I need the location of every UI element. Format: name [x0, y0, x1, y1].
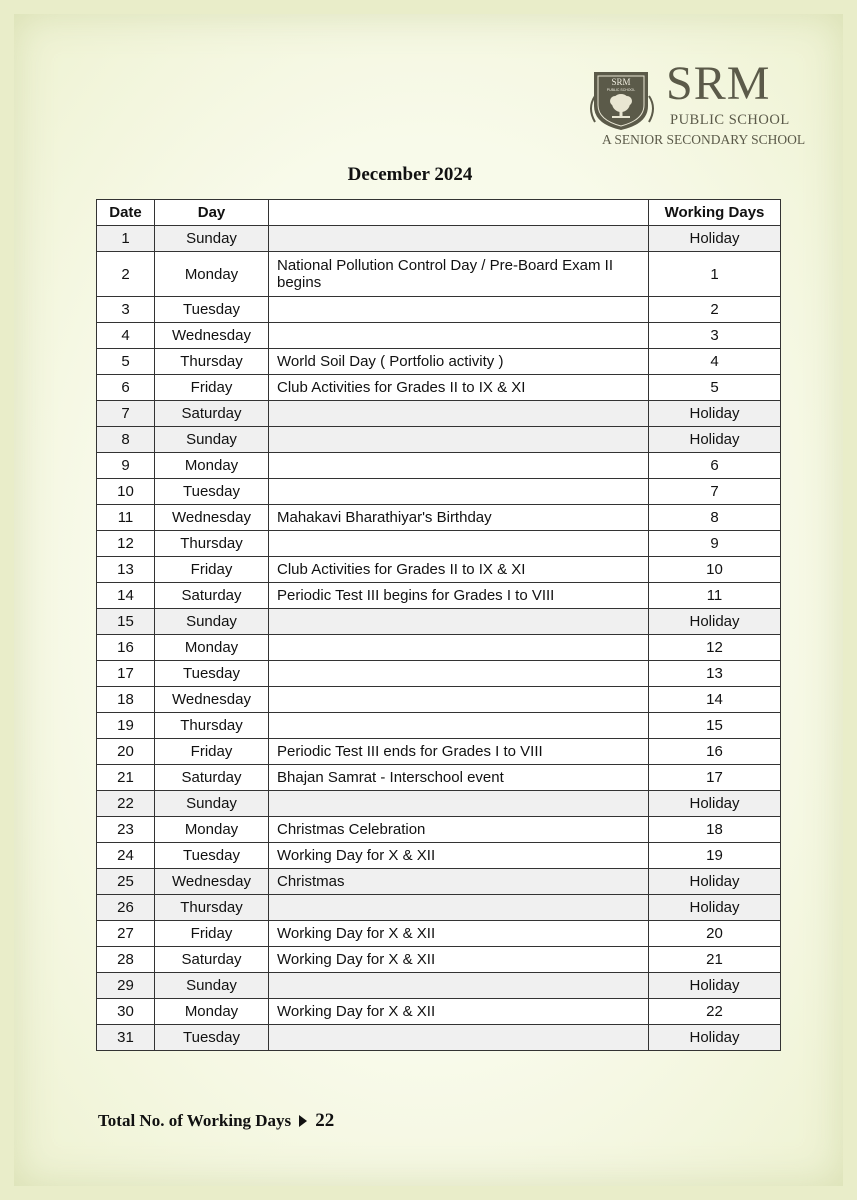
working-days-cell: Holiday	[649, 791, 781, 817]
day-cell: Sunday	[155, 226, 269, 252]
working-days-cell: 21	[649, 947, 781, 973]
date-cell: 13	[97, 557, 155, 583]
header-event	[269, 200, 649, 226]
event-cell	[269, 479, 649, 505]
working-days-cell: 11	[649, 583, 781, 609]
day-cell: Wednesday	[155, 505, 269, 531]
day-cell: Monday	[155, 999, 269, 1025]
day-cell: Sunday	[155, 791, 269, 817]
day-cell: Tuesday	[155, 297, 269, 323]
event-cell: Working Day for X & XII	[269, 999, 649, 1025]
calendar-page	[14, 14, 843, 1186]
date-cell: 18	[97, 687, 155, 713]
event-cell	[269, 713, 649, 739]
total-value: 22	[315, 1110, 335, 1131]
date-cell: 22	[97, 791, 155, 817]
table-row	[97, 375, 781, 401]
table-row	[97, 999, 781, 1025]
table-row	[97, 505, 781, 531]
table-row	[97, 895, 781, 921]
date-cell: 28	[97, 947, 155, 973]
event-cell: Mahakavi Bharathiyar's Birthday	[269, 505, 649, 531]
event-cell	[269, 791, 649, 817]
day-cell: Monday	[155, 635, 269, 661]
laurel-left-icon	[586, 94, 596, 124]
working-days-cell: 5	[649, 375, 781, 401]
event-cell: National Pollution Control Day / Pre-Board Exam II begins	[269, 252, 649, 297]
event-cell	[269, 297, 649, 323]
date-cell: 23	[97, 817, 155, 843]
table-row	[97, 453, 781, 479]
event-cell: Christmas	[269, 869, 649, 895]
header-working-days: Working Days	[649, 200, 781, 226]
event-cell: Club Activities for Grades II to IX & XI	[269, 375, 649, 401]
arrow-right-icon	[299, 1115, 307, 1127]
table-row	[97, 765, 781, 791]
working-days-cell: 8	[649, 505, 781, 531]
event-cell	[269, 323, 649, 349]
date-cell: 20	[97, 739, 155, 765]
date-cell: 6	[97, 375, 155, 401]
day-cell: Sunday	[155, 427, 269, 453]
day-cell: Friday	[155, 557, 269, 583]
table-row	[97, 252, 781, 297]
working-days-cell: Holiday	[649, 1025, 781, 1051]
date-cell: 15	[97, 609, 155, 635]
school-logo	[586, 54, 816, 154]
event-cell: Working Day for X & XII	[269, 921, 649, 947]
table-row	[97, 687, 781, 713]
table-row	[97, 973, 781, 999]
day-cell: Thursday	[155, 531, 269, 557]
working-days-cell: Holiday	[649, 895, 781, 921]
working-days-cell: Holiday	[649, 427, 781, 453]
table-row	[97, 609, 781, 635]
school-tagline: A SENIOR SECONDARY SCHOOL	[602, 132, 806, 147]
day-cell: Monday	[155, 817, 269, 843]
table-row	[97, 635, 781, 661]
event-cell	[269, 895, 649, 921]
date-cell: 5	[97, 349, 155, 375]
date-cell: 10	[97, 479, 155, 505]
working-days-cell: 7	[649, 479, 781, 505]
table-row	[97, 713, 781, 739]
working-days-cell: 16	[649, 739, 781, 765]
day-cell: Tuesday	[155, 843, 269, 869]
table-row	[97, 1025, 781, 1051]
date-cell: 7	[97, 401, 155, 427]
day-cell: Wednesday	[155, 687, 269, 713]
date-cell: 11	[97, 505, 155, 531]
event-cell: Club Activities for Grades II to IX & XI	[269, 557, 649, 583]
event-cell: World Soil Day ( Portfolio activity )	[269, 349, 649, 375]
date-cell: 30	[97, 999, 155, 1025]
table-header-row	[97, 200, 781, 226]
header-day: Day	[155, 200, 269, 226]
date-cell: 2	[97, 252, 155, 297]
table-row	[97, 427, 781, 453]
day-cell: Monday	[155, 453, 269, 479]
date-cell: 26	[97, 895, 155, 921]
event-cell	[269, 427, 649, 453]
date-cell: 19	[97, 713, 155, 739]
day-cell: Saturday	[155, 583, 269, 609]
day-cell: Friday	[155, 739, 269, 765]
working-days-cell: Holiday	[649, 401, 781, 427]
table-row	[97, 226, 781, 252]
working-days-cell: Holiday	[649, 226, 781, 252]
day-cell: Saturday	[155, 765, 269, 791]
working-days-cell: Holiday	[649, 869, 781, 895]
day-cell: Friday	[155, 921, 269, 947]
day-cell: Thursday	[155, 713, 269, 739]
total-label: Total No. of Working Days	[98, 1111, 292, 1130]
day-cell: Monday	[155, 252, 269, 297]
event-cell	[269, 973, 649, 999]
working-days-cell: Holiday	[649, 973, 781, 999]
working-days-cell: 9	[649, 531, 781, 557]
working-days-cell: Holiday	[649, 609, 781, 635]
working-days-cell: 15	[649, 713, 781, 739]
event-cell: Periodic Test III ends for Grades I to VIII	[269, 739, 649, 765]
table-row	[97, 947, 781, 973]
calendar-table	[96, 199, 781, 1051]
date-cell: 9	[97, 453, 155, 479]
working-days-cell: 3	[649, 323, 781, 349]
day-cell: Saturday	[155, 401, 269, 427]
event-cell: Working Day for X & XII	[269, 947, 649, 973]
event-cell: Bhajan Samrat - Interschool event	[269, 765, 649, 791]
day-cell: Tuesday	[155, 1025, 269, 1051]
table-row	[97, 323, 781, 349]
table-row	[97, 921, 781, 947]
event-cell	[269, 609, 649, 635]
working-days-cell: 12	[649, 635, 781, 661]
event-cell: Periodic Test III begins for Grades I to VIII	[269, 583, 649, 609]
table-row	[97, 349, 781, 375]
event-cell	[269, 453, 649, 479]
day-cell: Sunday	[155, 973, 269, 999]
working-days-cell: 19	[649, 843, 781, 869]
date-cell: 12	[97, 531, 155, 557]
day-cell: Tuesday	[155, 661, 269, 687]
date-cell: 29	[97, 973, 155, 999]
working-days-cell: 20	[649, 921, 781, 947]
event-cell	[269, 401, 649, 427]
calendar-body	[97, 226, 781, 1051]
working-days-cell: 6	[649, 453, 781, 479]
table-row	[97, 739, 781, 765]
table-row	[97, 791, 781, 817]
date-cell: 31	[97, 1025, 155, 1051]
working-days-cell: 18	[649, 817, 781, 843]
date-cell: 17	[97, 661, 155, 687]
day-cell: Thursday	[155, 349, 269, 375]
working-days-cell: 10	[649, 557, 781, 583]
event-cell	[269, 635, 649, 661]
working-days-cell: 2	[649, 297, 781, 323]
event-cell	[269, 661, 649, 687]
laurel-right-icon	[648, 94, 658, 124]
working-days-cell: 13	[649, 661, 781, 687]
crest-text: SRM	[611, 77, 631, 87]
date-cell: 25	[97, 869, 155, 895]
table-row	[97, 401, 781, 427]
working-days-cell: 4	[649, 349, 781, 375]
school-name: SRM	[666, 57, 771, 110]
working-days-cell: 22	[649, 999, 781, 1025]
day-cell: Wednesday	[155, 869, 269, 895]
event-cell	[269, 1025, 649, 1051]
table-row	[97, 869, 781, 895]
event-cell	[269, 226, 649, 252]
total-working-days	[98, 1110, 334, 1132]
table-row	[97, 843, 781, 869]
date-cell: 4	[97, 323, 155, 349]
month-title: December 2024	[347, 164, 473, 185]
date-cell: 1	[97, 226, 155, 252]
event-cell: Working Day for X & XII	[269, 843, 649, 869]
working-days-cell: 1	[649, 252, 781, 297]
crest-subtext: PUBLIC SCHOOL	[606, 88, 636, 92]
table-row	[97, 557, 781, 583]
day-cell: Thursday	[155, 895, 269, 921]
event-cell: Christmas Celebration	[269, 817, 649, 843]
working-days-cell: 14	[649, 687, 781, 713]
date-cell: 21	[97, 765, 155, 791]
date-cell: 3	[97, 297, 155, 323]
table-row	[97, 297, 781, 323]
event-cell	[269, 531, 649, 557]
event-cell	[269, 687, 649, 713]
day-cell: Saturday	[155, 947, 269, 973]
day-cell: Sunday	[155, 609, 269, 635]
date-cell: 24	[97, 843, 155, 869]
school-crest-icon	[592, 68, 650, 132]
table-row	[97, 583, 781, 609]
header-date: Date	[97, 200, 155, 226]
day-cell: Tuesday	[155, 479, 269, 505]
date-cell: 8	[97, 427, 155, 453]
table-row	[97, 661, 781, 687]
school-subtitle: PUBLIC SCHOOL	[670, 112, 790, 128]
table-row	[97, 531, 781, 557]
date-cell: 27	[97, 921, 155, 947]
date-cell: 14	[97, 583, 155, 609]
working-days-cell: 17	[649, 765, 781, 791]
day-cell: Friday	[155, 375, 269, 401]
table-row	[97, 817, 781, 843]
table-row	[97, 479, 781, 505]
day-cell: Wednesday	[155, 323, 269, 349]
date-cell: 16	[97, 635, 155, 661]
